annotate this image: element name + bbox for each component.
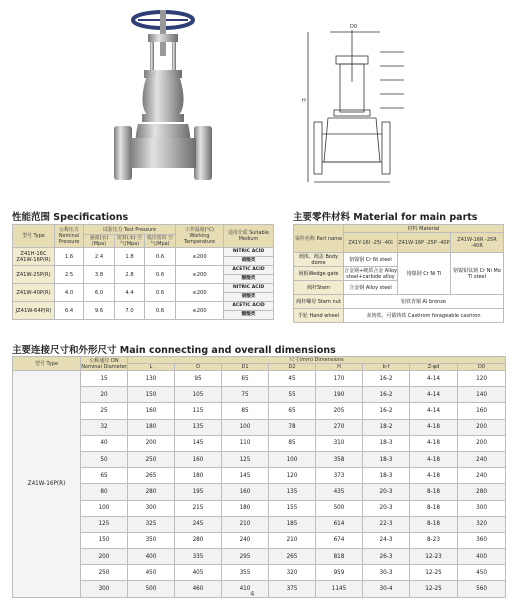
dim-cell: 373 (316, 468, 363, 484)
dim-header-col: D2 (269, 364, 316, 371)
dim-cell: 350 (128, 532, 175, 548)
table-row (13, 419, 506, 435)
dim-cell: 450 (128, 565, 175, 581)
spec-header-tp: 试验压力 Test Pressure (84, 225, 176, 235)
dim-cell: 410 (222, 581, 269, 597)
spec-cell-medium-en: ACETIC ACID (224, 302, 274, 311)
dim-cell: 375 (269, 581, 316, 597)
spec-cell-type: Z41H-16C Z41W-16P(R) (13, 248, 55, 266)
dim-header-col: D (175, 364, 222, 371)
dim-cell: 160 (458, 403, 506, 419)
dim-cell: 150 (128, 387, 175, 403)
dim-cell: 110 (222, 435, 269, 451)
table-row (13, 371, 506, 387)
dim-cell: 190 (316, 387, 363, 403)
dim-cell: 500 (316, 500, 363, 516)
dim-cell: 460 (175, 581, 222, 597)
dim-cell: 200 (128, 435, 175, 451)
dim-cell: 280 (128, 484, 175, 500)
table-row (13, 565, 506, 581)
spec-header-temp: 工作温度(℃) Working Temperature (176, 225, 224, 248)
mat-header-col1: Z41Y-16I -25I -40I (344, 233, 398, 253)
dim-cell: 100 (222, 419, 269, 435)
dim-cell: 250 (128, 451, 175, 467)
mat-cell: 合金钢+硬质合金 Alloy steel+carbide alloy (344, 267, 397, 280)
spec-cell-medium-cn: 醋酸类 (224, 311, 274, 320)
spec-cell-np: 2.5 (55, 266, 84, 284)
spec-cell-medium-en: ACETIC ACID (224, 266, 274, 275)
mat-header-material: 材料 Material (344, 225, 504, 233)
dim-cell: 120 (269, 468, 316, 484)
specifications-table (12, 224, 274, 320)
dim-cell: 145 (222, 468, 269, 484)
mat-cell-merged: 铬镍钢 Cr Ni Ti (398, 253, 451, 295)
dim-cell: 20-3 (363, 500, 410, 516)
dim-cell: 30-4 (363, 581, 410, 597)
mat-cell: 铬镍钢 Cr Ni steel (344, 253, 398, 267)
spec-cell-a: 9.6 (84, 302, 115, 320)
dim-cell: 45 (269, 371, 316, 387)
dim-cell: 320 (458, 516, 506, 532)
dim-cell: 4-18 (410, 451, 458, 467)
dim-cell: 500 (128, 581, 175, 597)
mat-header-col2: Z41W-16P -25P -40P (398, 233, 451, 253)
dim-cell: 4-14 (410, 387, 458, 403)
dim-cell: 959 (316, 565, 363, 581)
dim-cell: 295 (222, 549, 269, 565)
table-row (13, 468, 506, 484)
dim-cell: 160 (128, 403, 175, 419)
dim-cell: 115 (175, 403, 222, 419)
spec-header-medium: 适用介质 Suitable Medium (224, 225, 274, 248)
materials-title: 主要零件材料 Material for main parts (293, 212, 478, 223)
dim-cell: 12-23 (410, 549, 458, 565)
materials-table (293, 224, 504, 323)
spec-row (13, 302, 274, 311)
dim-cell: 105 (175, 387, 222, 403)
spec-cell-medium-en: NITRIC ACID (224, 248, 274, 257)
mat-header-col3: Z41W-16R -25R -40R (451, 233, 504, 253)
dim-cell: 4-18 (410, 419, 458, 435)
spec-cell-c: 0.6 (145, 266, 176, 284)
table-row (13, 387, 506, 403)
dim-cell: 75 (222, 387, 269, 403)
dim-cell: 210 (269, 532, 316, 548)
table-row (13, 500, 506, 516)
dim-cell: 4-18 (410, 468, 458, 484)
dim-cell: 400 (458, 549, 506, 565)
spec-cell-type: JZ41W-64P(R) (13, 302, 55, 320)
dim-cell: 12-25 (410, 565, 458, 581)
dim-cell: 40 (81, 435, 128, 451)
dim-cell: 265 (128, 468, 175, 484)
dim-cell: 280 (458, 484, 506, 500)
dim-cell: 310 (316, 435, 363, 451)
dim-cell: 405 (175, 565, 222, 581)
spec-header-water: 强度(水) (Mpa) (84, 235, 115, 248)
dim-cell: 240 (222, 532, 269, 548)
table-row (13, 435, 506, 451)
dim-cell: 80 (81, 484, 128, 500)
dim-cell: 300 (81, 581, 128, 597)
dim-cell: 160 (175, 451, 222, 467)
dim-cell: 250 (81, 565, 128, 581)
dim-cell: 200 (458, 435, 506, 451)
dim-cell: 8-18 (410, 500, 458, 516)
dim-header-dn: 公称通径 DN Nominal Diameter (81, 357, 127, 370)
dim-cell: 16-2 (363, 387, 410, 403)
mat-cell-merged: 铬镍钼钛钢 Cr Ni Mo Ti steel (451, 253, 504, 295)
dim-cell: 185 (269, 516, 316, 532)
dim-cell: 145 (175, 435, 222, 451)
dim-cell: 135 (269, 484, 316, 500)
dim-cell: 100 (81, 500, 128, 516)
spec-cell-medium-en: NITRIC ACID (224, 284, 274, 293)
gate-valve-photo (108, 6, 218, 190)
spec-cell-b: 7.0 (115, 302, 145, 320)
spec-cell-b: 4.4 (115, 284, 145, 302)
dim-cell: 155 (269, 500, 316, 516)
dim-cell: 400 (128, 549, 175, 565)
dim-cell: 55 (269, 387, 316, 403)
spec-cell-medium-cn: 醋酸类 (224, 275, 274, 284)
spec-cell-t: ≤200 (176, 248, 224, 266)
dim-cell: 16-2 (363, 403, 410, 419)
dim-cell: 85 (222, 403, 269, 419)
dim-cell: 200 (458, 419, 506, 435)
mat-part: 手轮 Hand wheel (294, 309, 344, 323)
dim-cell: 50 (81, 451, 128, 467)
dimensions-table (12, 356, 506, 598)
dim-cell: 150 (81, 532, 128, 548)
spec-row (13, 284, 274, 293)
dimensions-title: 主要连接尺寸和外形尺寸 Main connecting and overall dimensions (12, 345, 336, 356)
dim-cell: 355 (222, 565, 269, 581)
dim-cell: 200 (81, 549, 128, 565)
mat-part: 阀体、阀盖 Body dome (294, 253, 344, 267)
dim-cell: 320 (269, 565, 316, 581)
dim-cell: 18-3 (363, 435, 410, 451)
spec-cell-type: Z41W-25P(R) (13, 266, 55, 284)
dim-cell: 95 (175, 371, 222, 387)
dim-cell: 8-23 (410, 532, 458, 548)
spec-cell-medium-cn: 硝酸类 (224, 293, 274, 302)
dim-cell: 18-3 (363, 451, 410, 467)
dim-cell: 450 (458, 565, 506, 581)
table-row (13, 532, 506, 548)
dim-cell: 195 (175, 484, 222, 500)
dim-cell: 818 (316, 549, 363, 565)
mat-cell: 合金钢 Alloy steel (344, 281, 398, 295)
dim-cell: 18-3 (363, 468, 410, 484)
table-row (13, 549, 506, 565)
dim-header-col: L (128, 364, 175, 371)
dim-cell: 280 (175, 532, 222, 548)
spec-cell-a: 6.0 (84, 284, 115, 302)
dim-cell: 30-3 (363, 565, 410, 581)
specifications-title: 性能范围 Specifications (12, 212, 129, 223)
spec-header-type: 型号 Type (13, 225, 55, 248)
dim-type-cell: Z41W-16P(R) (13, 371, 81, 598)
dim-cell: 160 (222, 484, 269, 500)
dim-cell: 65 (222, 371, 269, 387)
dim-cell: 240 (458, 451, 506, 467)
dim-cell: 4-18 (410, 435, 458, 451)
mat-cell-full: 灰铸铁、可锻铸铁 Castirom forageable casriron (344, 309, 504, 323)
dim-cell: 4-14 (410, 371, 458, 387)
dim-cell: 180 (175, 468, 222, 484)
dim-header-col: b-f (363, 364, 410, 371)
dim-header-col: H (316, 364, 363, 371)
dim-header-col: Z-φd (410, 364, 458, 371)
spec-row (13, 266, 274, 275)
spec-cell-np: 1.6 (55, 248, 84, 266)
dim-cell: 435 (316, 484, 363, 500)
dim-cell: 358 (316, 451, 363, 467)
spec-header-seal: 密封(水) 空气(Mpa) (115, 235, 145, 248)
dim-cell: 125 (81, 516, 128, 532)
dim-cell: 4-14 (410, 403, 458, 419)
dim-cell: 12-25 (410, 581, 458, 597)
dim-cell: 210 (222, 516, 269, 532)
dim-cell: 18-2 (363, 419, 410, 435)
dim-cell: 245 (175, 516, 222, 532)
dim-cell: 180 (128, 419, 175, 435)
dim-cell: 125 (222, 451, 269, 467)
dim-cell: 22-3 (363, 516, 410, 532)
spec-cell-a: 2.4 (84, 248, 115, 266)
dim-cell: 265 (269, 549, 316, 565)
dim-header-col: D1 (222, 364, 269, 371)
spec-header-np: 公称压力 Nominal Pressure (55, 225, 84, 248)
dim-cell: 26-3 (363, 549, 410, 565)
table-row (13, 516, 506, 532)
dim-cell: 25 (81, 403, 128, 419)
dim-cell: 135 (175, 419, 222, 435)
dim-cell: 85 (269, 435, 316, 451)
dim-cell: 65 (81, 468, 128, 484)
table-row (13, 581, 506, 597)
dim-cell: 270 (316, 419, 363, 435)
dim-cell: 100 (269, 451, 316, 467)
mat-part: 阀杆Stem (294, 281, 344, 295)
drawing-h-label: H (302, 98, 306, 104)
mat-part: 阀杆螺母 Stem nut (294, 295, 344, 309)
spec-cell-np: 4.0 (55, 284, 84, 302)
dim-cell: 24-3 (363, 532, 410, 548)
dim-cell: 325 (128, 516, 175, 532)
dim-cell: 20 (81, 387, 128, 403)
spec-cell-c: 0.6 (145, 248, 176, 266)
dim-cell: 674 (316, 532, 363, 548)
dim-header-size: 尺寸(mm) Dimensions (128, 357, 506, 364)
dim-cell: 130 (128, 371, 175, 387)
spec-cell-a: 3.8 (84, 266, 115, 284)
dim-header-type: 型号 Type (13, 357, 81, 371)
spec-cell-medium-cn: 硝酸类 (224, 257, 274, 266)
mat-cell-full: 铝铁青铜 Al bronze (344, 295, 504, 309)
drawing-d0-label: D0 (350, 24, 358, 30)
spec-header-low: 低压密封 空气(Mpa) (145, 235, 176, 248)
valve-section-drawing (300, 22, 418, 190)
spec-cell-t: ≤200 (176, 302, 224, 320)
dim-cell: 335 (175, 549, 222, 565)
spec-cell-c: 0.6 (145, 284, 176, 302)
dim-cell: 180 (222, 500, 269, 516)
mat-header-part: 零件名称 Part name (294, 225, 344, 253)
dim-cell: 170 (316, 371, 363, 387)
dim-cell: 1145 (316, 581, 363, 597)
spec-cell-t: ≤200 (176, 284, 224, 302)
dim-cell: 205 (316, 403, 363, 419)
dim-cell: 32 (81, 419, 128, 435)
dim-cell: 215 (175, 500, 222, 516)
dim-cell: 120 (458, 371, 506, 387)
dim-cell: 78 (269, 419, 316, 435)
dim-cell: 300 (458, 500, 506, 516)
spec-cell-t: ≤200 (176, 266, 224, 284)
table-row (13, 451, 506, 467)
mat-part: 闸板Wedge gate (294, 267, 344, 281)
dim-cell: 8-18 (410, 484, 458, 500)
dim-cell: 8-18 (410, 516, 458, 532)
spec-cell-b: 1.8 (115, 248, 145, 266)
spec-cell-b: 2.8 (115, 266, 145, 284)
table-row (13, 403, 506, 419)
dim-cell: 140 (458, 387, 506, 403)
dim-header-col: D0 (458, 364, 506, 371)
dim-cell: 20-3 (363, 484, 410, 500)
dim-cell: 240 (458, 468, 506, 484)
table-row (13, 484, 506, 500)
dim-cell: 15 (81, 371, 128, 387)
dim-cell: 360 (458, 532, 506, 548)
spec-row (13, 248, 274, 257)
page-number: 4 (250, 590, 255, 598)
dim-cell: 16-2 (363, 371, 410, 387)
dim-cell: 65 (269, 403, 316, 419)
dim-cell: 560 (458, 581, 506, 597)
spec-cell-c: 0.6 (145, 302, 176, 320)
spec-cell-np: 6.4 (55, 302, 84, 320)
dim-cell: 300 (128, 500, 175, 516)
spec-cell-type: Z41W-40P(R) (13, 284, 55, 302)
dim-cell: 614 (316, 516, 363, 532)
